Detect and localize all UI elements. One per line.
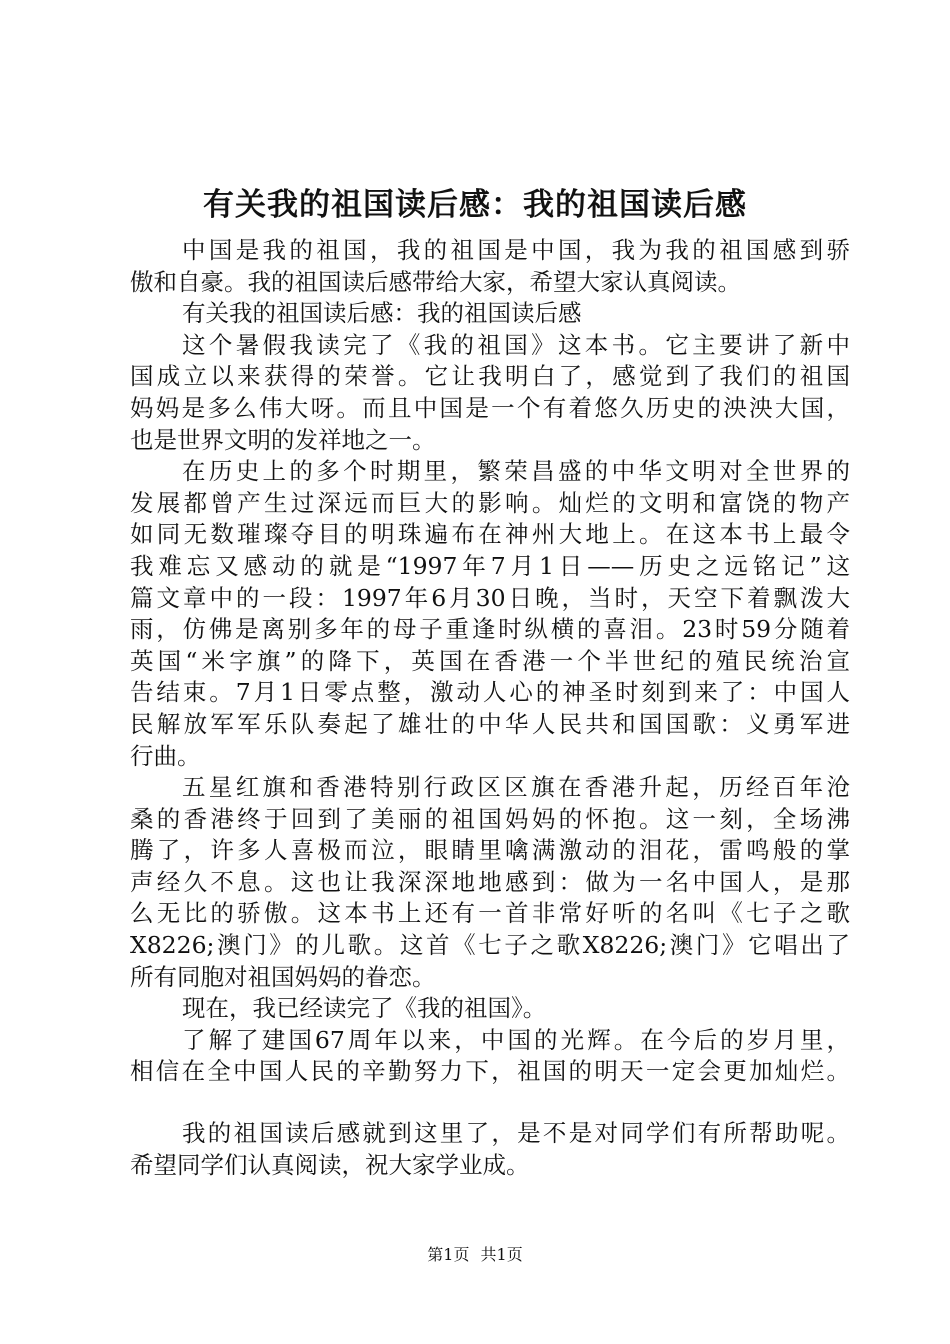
- text-line: 民解放军军乐队奏起了雄壮的中华人民共和国国歌：义勇军进: [130, 709, 850, 738]
- text-line: 国成立以来获得的荣誉。它让我明白了，感觉到了我们的祖国: [130, 362, 850, 391]
- text-line: 么无比的骄傲。这本书上还有一首非常好听的名叫《七子之歌: [130, 899, 850, 928]
- text-line: 所有同胞对祖国妈妈的眷恋。: [130, 962, 436, 991]
- text-line: 告结束。7月1日零点整，激动人心的神圣时刻到来了：中国人: [130, 678, 850, 707]
- text-line: 现在，我已经读完了《我的祖国》。: [182, 994, 547, 1023]
- text-line: 五星红旗和香港特别行政区区旗在香港升起，历经百年沧: [182, 773, 850, 802]
- text-line: 希望同学们认真阅读，祝大家学业成。: [130, 1150, 530, 1179]
- text-line: 也是世界文明的发祥地之一。: [130, 425, 436, 454]
- page-footer: [0, 1243, 950, 1267]
- document-title: 有关我的祖国读后感：我的祖国读后感: [203, 187, 747, 223]
- text-line: 我的祖国读后感就到这里了，是不是对同学们有所帮助呢。: [182, 1119, 850, 1148]
- text-line: 如同无数璀璨夺目的明珠遍布在神州大地上。在这本书上最令: [130, 520, 850, 549]
- text-line: 桑的香港终于回到了美丽的祖国妈妈的怀抱。这一刻，全场沸: [130, 804, 850, 833]
- text-line: 了解了建国67周年以来，中国的光辉。在今后的岁月里，: [182, 1025, 850, 1054]
- text-line: 在历史上的多个时期里，繁荣昌盛的中华文明对全世界的: [182, 457, 850, 486]
- text-line: 篇文章中的一段：1997年6月30日晚，当时，天空下着飘泼大: [130, 583, 850, 612]
- text-line: X8226;澳门》的儿歌。这首《七子之歌X8226;澳门》它唱出了: [130, 931, 850, 960]
- text-line: 行曲。: [130, 741, 201, 770]
- page-total: 共1页: [480, 1245, 523, 1264]
- text-line: 中国是我的祖国，我的祖国是中国，我为我的祖国感到骄: [182, 236, 850, 264]
- text-line: 雨，仿佛是离别多年的母子重逢时纵横的喜泪。23时59分随着: [130, 615, 850, 644]
- text-line: 妈妈是多么伟大呀。而且中国是一个有着悠久历史的泱泱大国，: [130, 393, 850, 422]
- text-line: 有关我的祖国读后感：我的祖国读后感: [182, 299, 582, 328]
- text-line: 我难忘又感动的就是“1997年7月1日——历史之远铭记”这: [130, 551, 850, 580]
- text-line: 英国“米字旗”的降下，英国在香港一个半世纪的殖民统治宣: [130, 646, 850, 675]
- page-number: 第1页: [427, 1245, 470, 1264]
- text-line: 这个暑假我读完了《我的祖国》这本书。它主要讲了新中: [182, 330, 850, 359]
- document-body: [130, 235, 850, 1181]
- text-line: 腾了，许多人喜极而泣，眼睛里噙满激动的泪花，雷鸣般的掌: [130, 836, 850, 865]
- paragraph-gap: [130, 1088, 850, 1118]
- text-line: 声经久不息。这也让我深深地地感到：做为一名中国人，是那: [130, 867, 850, 896]
- text-line: 相信在全中国人民的辛勤努力下，祖国的明天一定会更加灿烂。: [130, 1057, 850, 1086]
- text-line: 傲和自豪。我的祖国读后感带给大家，希望大家认真阅读。: [130, 267, 741, 296]
- text-line: 发展都曾产生过深远而巨大的影响。灿烂的文明和富饶的物产: [130, 488, 850, 517]
